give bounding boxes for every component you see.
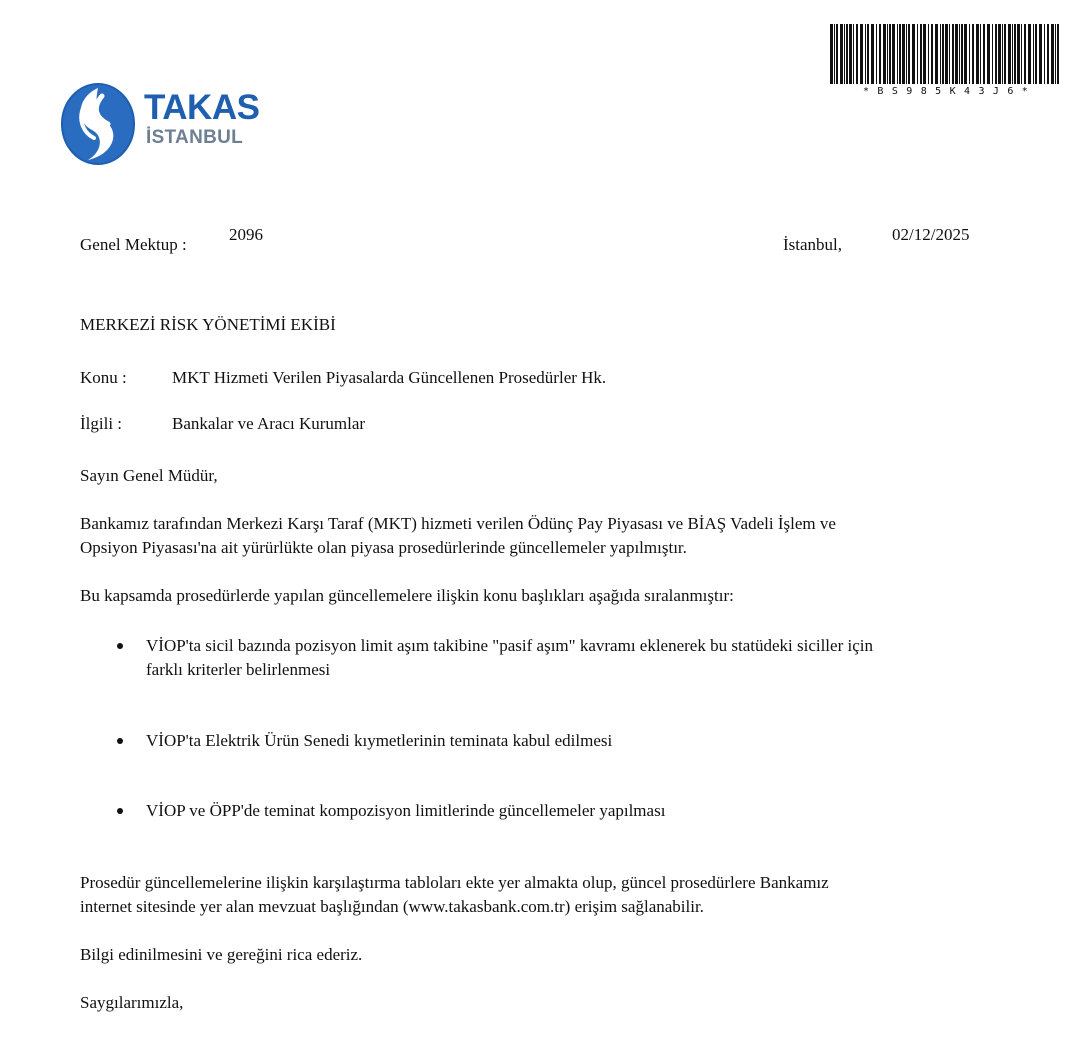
bullet-dot bbox=[117, 738, 123, 744]
subject-value: MKT Hizmeti Verilen Piyasalarda Güncellenen Prosedürler Hk. bbox=[172, 368, 607, 387]
bullet-1-line-2: farklı kriterler belirlenmesi bbox=[146, 660, 331, 679]
bullet-3: VİOP ve ÖPP'de teminat kompozisyon limitlerinde güncellemeler yapılması bbox=[146, 801, 666, 820]
letter-date: 02/12/2025 bbox=[892, 225, 970, 244]
barcode-bars bbox=[828, 24, 1064, 88]
takas-istanbul-logo bbox=[58, 82, 278, 166]
concerned-value: Bankalar ve Aracı Kurumlar bbox=[172, 414, 366, 433]
barcode-text: * B S 9 8 5 K 4 3 J 6 * bbox=[862, 86, 1030, 97]
subject-label: Konu : bbox=[80, 368, 127, 387]
paragraph-3-line-1: Prosedür güncellemelerine ilişkin karşılaştırma tabloları ekte yer almakta olup, güncel prosedürlere Bankamız bbox=[80, 873, 829, 892]
barcode bbox=[828, 24, 1064, 100]
recipient: MERKEZİ RİSK YÖNETİMİ EKİBİ bbox=[80, 315, 336, 334]
salutation: Sayın Genel Müdür, bbox=[80, 466, 218, 485]
paragraph-3-line-2: internet sitesinde yer alan mevzuat başlığından (www.takasbank.com.tr) erişim sağlanabilir. bbox=[80, 897, 704, 916]
bullet-dot bbox=[117, 643, 123, 649]
letter-number: 2096 bbox=[229, 225, 263, 244]
bullet-2: VİOP'ta Elektrik Ürün Senedi kıymetlerinin teminata kabul edilmesi bbox=[146, 731, 613, 750]
closing-request: Bilgi edinilmesini ve gereğini rica ederiz. bbox=[80, 945, 363, 964]
paragraph-1-line-1: Bankamız tarafından Merkezi Karşı Taraf (MKT) hizmeti verilen Ödünç Pay Piyasası ve BİAŞ Vadeli İşlem ve bbox=[80, 514, 836, 533]
logo-word-takas: TAKAS bbox=[144, 88, 260, 127]
paragraph-2: Bu kapsamda prosedürlerde yapılan güncellemelere ilişkin konu başlıkları aşağıda sıralanmıştır: bbox=[80, 586, 734, 605]
bullet-dot bbox=[117, 808, 123, 814]
paragraph-1-line-2: Opsiyon Piyasası'na ait yürürlükte olan piyasa prosedürlerinde güncellemeler yapılmıştır. bbox=[80, 538, 687, 557]
bullet-1-line-1: VİOP'ta sicil bazında pozisyon limit aşım takibine "pasif aşım" kavramı eklenerek bu statüdeki siciller için bbox=[146, 636, 873, 655]
closing: Saygılarımızla, bbox=[80, 993, 184, 1012]
concerned-label: İlgili : bbox=[80, 414, 123, 433]
takas-istanbul-emblem-icon bbox=[58, 82, 138, 166]
letter-label: Genel Mektup : bbox=[80, 235, 187, 254]
city: İstanbul, bbox=[783, 235, 843, 254]
logo-word-istanbul: İSTANBUL bbox=[146, 127, 244, 148]
